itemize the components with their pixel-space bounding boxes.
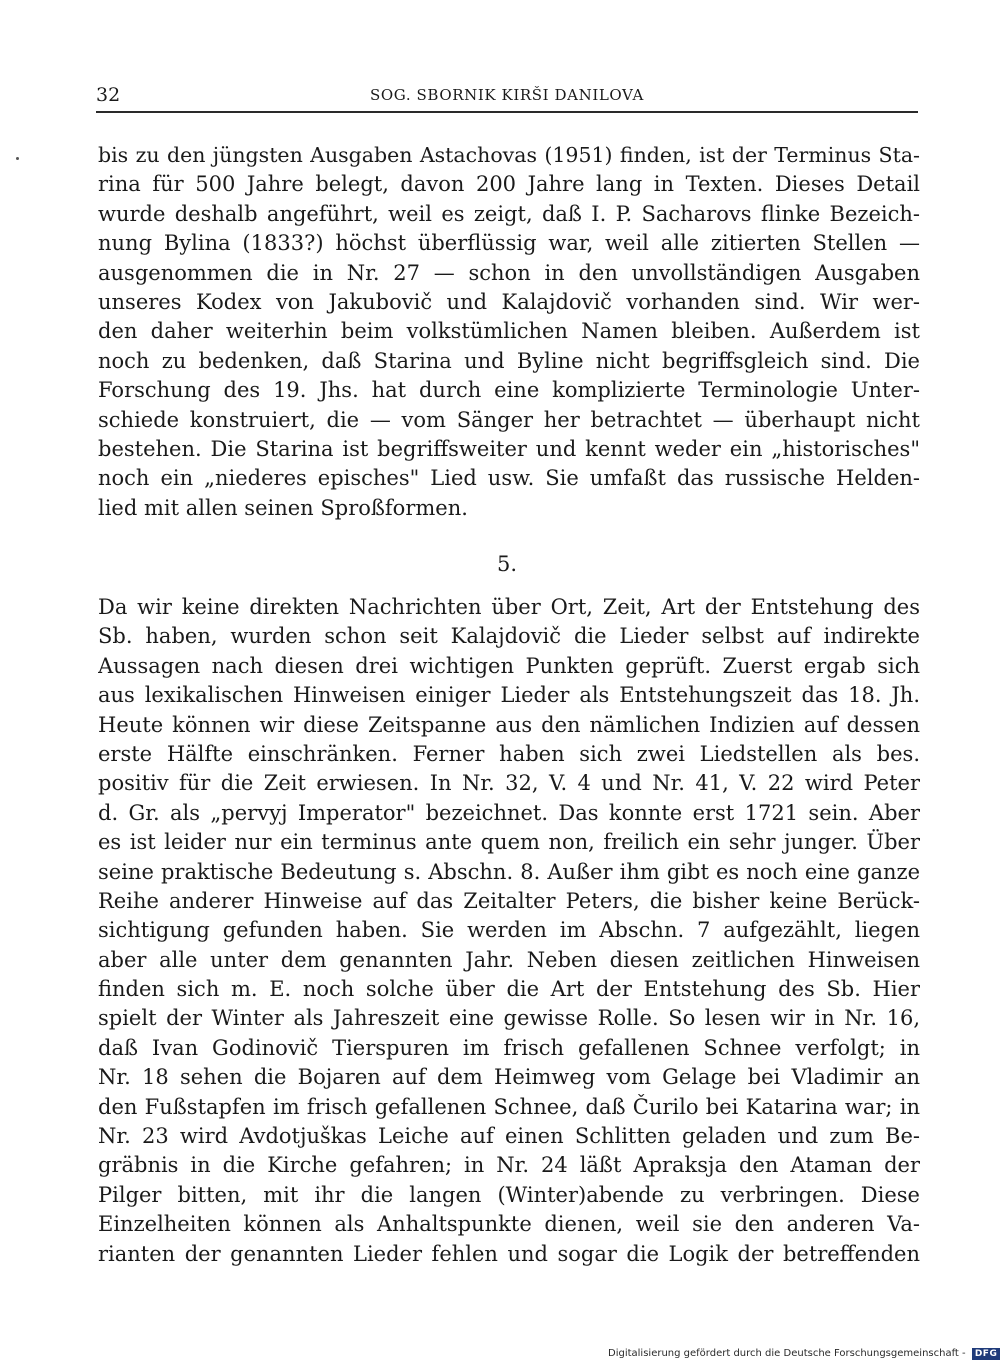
text-line: gräbnis in die Kirche gefahren; in Nr. 24 läßt Apraksja den Ataman der xyxy=(98,1153,920,1178)
text-line: den Fußstapfen im frisch gefallenen Schnee, daß Čurilo bei Katarina war; in xyxy=(98,1094,920,1119)
paragraph-2 xyxy=(98,593,920,1269)
text-line: sichtigung gefunden haben. Sie werden im Abschn. 7 aufgezählt, liegen xyxy=(98,918,920,943)
text-line: erste Hälfte einschränken. Ferner haben sich zwei Liedstellen als bes. xyxy=(98,741,920,766)
text-line: spielt der Winter als Jahreszeit eine gewisse Rolle. So lesen wir in Nr. 16, xyxy=(98,1006,920,1031)
credit-text: Digitalisierung gefördert durch die Deutsche Forschungsgemeinschaft - xyxy=(608,1348,966,1359)
text-line: aus lexikalischen Hinweisen einiger Lieder als Entstehungszeit das 18. Jh. xyxy=(98,683,920,708)
digitization-credit xyxy=(608,1348,1000,1360)
text-line: nung Bylina (1833?) höchst überflüssig war, weil alle zitierten Stellen — xyxy=(98,231,920,256)
text-line: Einzelheiten können als Anhaltspunkte dienen, weil sie den anderen Va- xyxy=(98,1212,920,1237)
text-line: bis zu den jüngsten Ausgaben Astachovas (1951) finden, ist der Terminus Sta- xyxy=(98,143,920,167)
dfg-logo: DFG xyxy=(972,1348,1000,1360)
text-line: noch zu bedenken, daß Starina und Byline nicht begriffsgleich sind. Die xyxy=(98,348,920,373)
text-line: rianten der genannten Lieder fehlen und sogar die Logik der betreffenden xyxy=(98,1241,920,1266)
margin-speck xyxy=(16,157,19,160)
text-line: wurde deshalb angeführt, weil es zeigt, daß I. P. Sacharovs flinke Bezeich- xyxy=(98,201,920,226)
text-line: Da wir keine direkten Nachrichten über Ort, Zeit, Art der Entstehung des xyxy=(98,595,920,619)
text-line: unseres Kodex von Jakubovič und Kalajdovič vorhanden sind. Wir wer- xyxy=(98,289,920,314)
text-line: Reihe anderer Hinweise auf das Zeitalter Peters, die bisher keine Berück- xyxy=(98,888,920,913)
text-line: d. Gr. als „pervyj Imperator" bezeichnet. Das konnte erst 1721 sein. Aber xyxy=(98,800,920,825)
text-line: noch ein „niederes episches" Lied usw. Sie umfaßt das russische Helden- xyxy=(98,466,920,491)
text-line: Nr. 18 sehen die Bojaren auf dem Heimweg vom Gelage bei Vladimir an xyxy=(98,1065,920,1090)
text-line: Pilger bitten, mit ihr die langen (Winter)abende zu verbringen. Diese xyxy=(98,1182,920,1207)
text-line: aber alle unter dem genannten Jahr. Neben diesen zeitlichen Hinweisen xyxy=(98,947,920,972)
text-line: es ist leider nur ein terminus ante quem non, freilich ein sehr junger. Über xyxy=(98,830,920,855)
header-rule xyxy=(96,111,918,113)
text-line: lied mit allen seinen Sproßformen. xyxy=(98,495,468,520)
text-line: den daher weiterhin beim volkstümlichen Namen bleiben. Außerdem ist xyxy=(98,319,920,344)
text-line: Forschung des 19. Jhs. hat durch eine komplizierte Terminologie Unter- xyxy=(98,378,920,403)
text-line: positiv für die Zeit erwiesen. In Nr. 32, V. 4 und Nr. 41, V. 22 wird Peter xyxy=(98,771,920,796)
text-line: ausgenommen die in Nr. 27 — schon in den unvollständigen Ausgaben xyxy=(98,260,920,285)
section-heading: 5. xyxy=(497,552,518,576)
paragraph-1 xyxy=(98,141,920,523)
text-line: finden sich m. E. noch solche über die Art der Entstehung des Sb. Hier xyxy=(98,977,920,1002)
text-line: daß Ivan Godinovič Tierspuren im frisch gefallenen Schnee verfolgt; in xyxy=(98,1035,920,1060)
text-line: schiede konstruiert, die — vom Sänger her betrachtet — überhaupt nicht xyxy=(98,407,920,432)
text-line: Heute können wir diese Zeitspanne aus den nämlichen Indizien auf dessen xyxy=(98,712,920,737)
text-line: rina für 500 Jahre belegt, davon 200 Jahre lang in Texten. Dieses Detail xyxy=(98,172,920,197)
text-line: Nr. 23 wird Avdotjuškas Leiche auf einen Schlitten geladen und zum Be- xyxy=(98,1124,920,1149)
running-title: SOG. SBORNIK KIRŠI DANILOVA xyxy=(370,86,644,104)
text-line: Aussagen nach diesen drei wichtigen Punkten geprüft. Zuerst ergab sich xyxy=(98,653,920,678)
text-line: bestehen. Die Starina ist begriffsweiter und kennt weder ein „historisches" xyxy=(98,436,920,461)
text-line: seine praktische Bedeutung s. Abschn. 8. Außer ihm gibt es noch eine ganze xyxy=(98,859,920,884)
text-line: Sb. haben, wurden schon seit Kalajdovič die Lieder selbst auf indirekte xyxy=(98,624,920,649)
page-number: 32 xyxy=(96,84,121,106)
